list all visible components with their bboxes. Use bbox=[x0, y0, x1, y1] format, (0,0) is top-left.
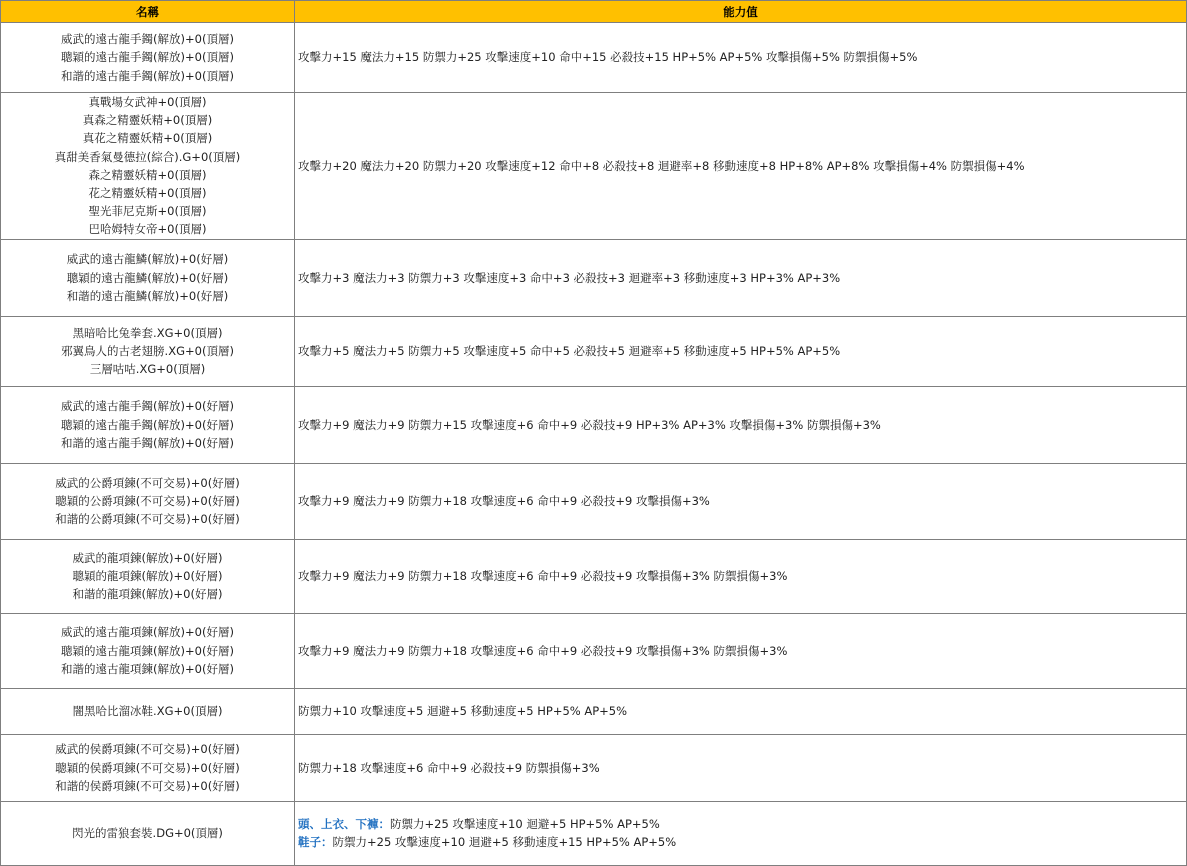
stats-cell[interactable]: 防禦力+10 攻擊速度+5 迴避+5 移動速度+5 HP+5% AP+5% bbox=[295, 688, 1187, 734]
name-cell[interactable] bbox=[1, 386, 295, 463]
set-part-stats: 防禦力+25 攻擊速度+10 迴避+5 HP+5% AP+5% bbox=[390, 816, 660, 831]
item-name: 威武的遠古龍手鐲(解放)+0(頂層) bbox=[61, 32, 234, 47]
item-name: 闇黑哈比溜冰鞋.XG+0(頂層) bbox=[72, 704, 223, 719]
item-name: 花之精靈妖精+0(頂層) bbox=[88, 186, 207, 201]
item-name: 三層咕咕.XG+0(頂層) bbox=[89, 362, 206, 377]
item-name: 聰穎的龍項鍊(解放)+0(好層) bbox=[72, 569, 223, 584]
table-row bbox=[1, 539, 1187, 613]
table-row bbox=[1, 23, 1187, 93]
name-cell[interactable] bbox=[1, 239, 295, 316]
item-name: 和諧的遠古龍手鐲(解放)+0(好層) bbox=[61, 435, 234, 450]
item-name: 真森之精靈妖精+0(頂層) bbox=[82, 113, 213, 128]
stats-cell[interactable]: 攻擊力+9 魔法力+9 防禦力+18 攻擊速度+6 命中+9 必殺技+9 攻擊損傷+3% 防禦損傷+3% bbox=[295, 613, 1187, 688]
stats-cell[interactable]: 攻擊力+5 魔法力+5 防禦力+5 攻擊速度+5 命中+5 必殺技+5 迴避率+5 移動速度+5 HP+5% AP+5% bbox=[295, 316, 1187, 386]
item-name: 真戰場女武神+0(頂層) bbox=[88, 95, 207, 109]
item-name: 和諧的遠古龍鱗(解放)+0(好層) bbox=[66, 288, 229, 303]
table-row bbox=[1, 801, 1187, 865]
item-name: 威武的遠古龍手鐲(解放)+0(好層) bbox=[61, 399, 234, 414]
item-name: 邪翼鳥人的古老翅膀.XG+0(頂層) bbox=[61, 344, 234, 359]
table-row bbox=[1, 734, 1187, 801]
table-row bbox=[1, 239, 1187, 316]
item-name: 威武的遠古龍鱗(解放)+0(好層) bbox=[66, 252, 229, 267]
stats-cell[interactable]: 攻擊力+9 魔法力+9 防禦力+18 攻擊速度+6 命中+9 必殺技+9 攻擊損傷+3% 防禦損傷+3% bbox=[295, 539, 1187, 613]
stats-cell[interactable]: 防禦力+18 攻擊速度+6 命中+9 必殺技+9 防禦損傷+3% bbox=[295, 734, 1187, 801]
item-name: 真甜美香氣曼德拉(綜合).G+0(頂層) bbox=[54, 149, 241, 164]
stats-cell[interactable] bbox=[295, 801, 1187, 865]
name-cell[interactable] bbox=[1, 613, 295, 688]
stats-cell[interactable]: 攻擊力+3 魔法力+3 防禦力+3 攻擊速度+3 命中+3 必殺技+3 迴避率+3 移動速度+3 HP+3% AP+3% bbox=[295, 239, 1187, 316]
item-name: 聰穎的遠古龍項鍊(解放)+0(好層) bbox=[61, 643, 234, 658]
header-name-cell[interactable]: 名稱 bbox=[1, 1, 295, 23]
item-name: 巴哈姆特女帝+0(頂層) bbox=[88, 222, 207, 237]
table-row bbox=[1, 93, 1187, 240]
item-name: 聰穎的遠古龍手鐲(解放)+0(頂層) bbox=[61, 50, 234, 65]
name-cell[interactable] bbox=[1, 801, 295, 865]
stats-cell[interactable]: 攻擊力+15 魔法力+15 防禦力+25 攻擊速度+10 命中+15 必殺技+15 HP+5% AP+5% 攻擊損傷+5% 防禦損傷+5% bbox=[295, 23, 1187, 93]
table-row bbox=[1, 613, 1187, 688]
name-cell[interactable] bbox=[1, 316, 295, 386]
item-name: 威武的公爵項鍊(不可交易)+0(好層) bbox=[55, 475, 240, 490]
item-name: 聰穎的遠古龍手鐲(解放)+0(好層) bbox=[61, 417, 234, 432]
item-name: 和諧的遠古龍項鍊(解放)+0(好層) bbox=[61, 661, 234, 676]
name-cell[interactable] bbox=[1, 734, 295, 801]
name-cell[interactable] bbox=[1, 93, 295, 240]
item-name: 聰穎的公爵項鍊(不可交易)+0(好層) bbox=[55, 494, 240, 509]
set-part-line bbox=[298, 815, 1186, 833]
item-name: 黑暗哈比兔拳套.XG+0(頂層) bbox=[72, 325, 223, 340]
item-name: 和諧的龍項鍊(解放)+0(好層) bbox=[72, 587, 223, 602]
item-name: 和諧的公爵項鍊(不可交易)+0(好層) bbox=[55, 512, 240, 527]
item-name: 威武的侯爵項鍊(不可交易)+0(好層) bbox=[55, 742, 240, 757]
item-name: 威武的龍項鍊(解放)+0(好層) bbox=[72, 550, 223, 565]
item-name: 聰穎的遠古龍鱗(解放)+0(好層) bbox=[66, 270, 229, 285]
item-name: 聰穎的侯爵項鍊(不可交易)+0(好層) bbox=[55, 760, 240, 775]
table-row bbox=[1, 386, 1187, 463]
stats-cell[interactable]: 攻擊力+20 魔法力+20 防禦力+20 攻擊速度+12 命中+8 必殺技+8 迴避率+8 移動速度+8 HP+8% AP+8% 攻擊損傷+4% 防禦損傷+4% bbox=[295, 93, 1187, 240]
header-row bbox=[1, 1, 1187, 23]
table-row bbox=[1, 463, 1187, 539]
name-cell[interactable] bbox=[1, 23, 295, 93]
name-cell[interactable] bbox=[1, 539, 295, 613]
name-cell[interactable] bbox=[1, 688, 295, 734]
table-row bbox=[1, 316, 1187, 386]
set-part-label: 鞋子： bbox=[298, 835, 333, 850]
set-part-line bbox=[298, 833, 1186, 851]
item-name: 和諧的侯爵項鍊(不可交易)+0(好層) bbox=[55, 778, 240, 793]
item-name: 威武的遠古龍項鍊(解放)+0(好層) bbox=[61, 625, 234, 640]
table-row bbox=[1, 688, 1187, 734]
set-part-stats: 防禦力+25 攻擊速度+10 迴避+5 移動速度+15 HP+5% AP+5% bbox=[332, 835, 677, 850]
name-cell[interactable] bbox=[1, 463, 295, 539]
set-part-label: 頭、上衣、下褲： bbox=[298, 816, 390, 831]
header-stats-cell[interactable]: 能力值 bbox=[295, 1, 1187, 23]
item-name: 聖光菲尼克斯+0(頂層) bbox=[88, 204, 207, 219]
item-name: 閃光的雷狼套裝.DG+0(頂層) bbox=[72, 826, 223, 841]
item-name: 真花之精靈妖精+0(頂層) bbox=[82, 131, 213, 146]
item-name: 森之精靈妖精+0(頂層) bbox=[88, 167, 207, 182]
stats-cell[interactable]: 攻擊力+9 魔法力+9 防禦力+15 攻擊速度+6 命中+9 必殺技+9 HP+3% AP+3% 攻擊損傷+3% 防禦損傷+3% bbox=[295, 386, 1187, 463]
stats-cell[interactable]: 攻擊力+9 魔法力+9 防禦力+18 攻擊速度+6 命中+9 必殺技+9 攻擊損傷+3% bbox=[295, 463, 1187, 539]
item-name: 和諧的遠古龍手鐲(解放)+0(頂層) bbox=[61, 68, 234, 83]
